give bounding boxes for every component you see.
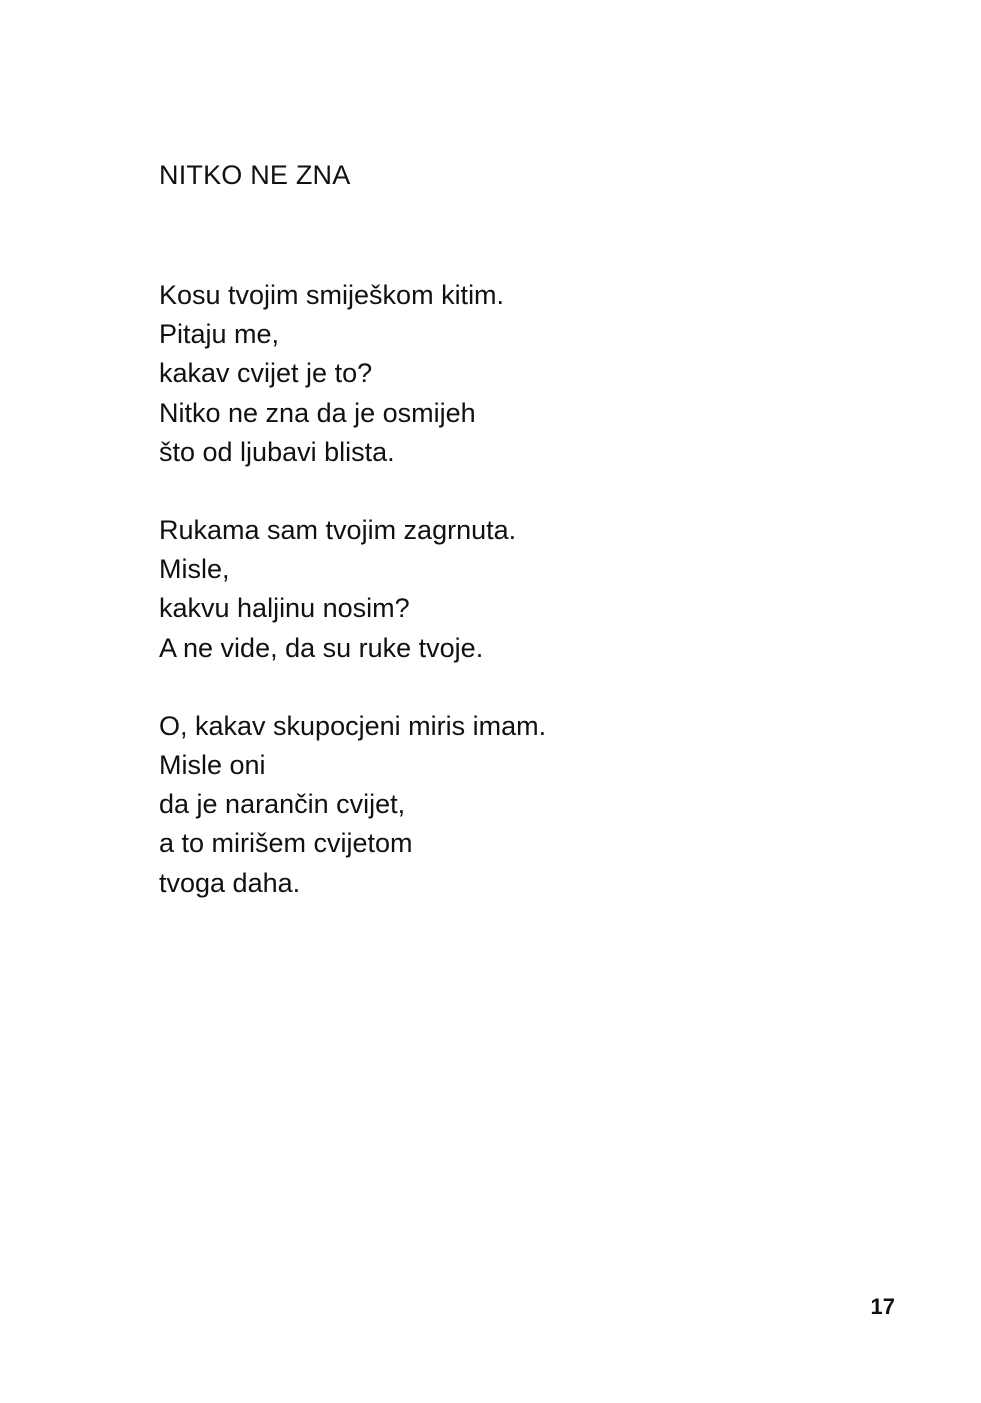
poem-line: kakav cvijet je to? (159, 358, 373, 389)
stanza-2 (159, 511, 859, 668)
poem-line: što od ljubavi blista. (159, 436, 395, 467)
poem-line: kakvu haljinu nosim? (159, 593, 410, 624)
poem-line: Nitko ne zna da je osmijeh (159, 397, 476, 428)
poem-line: Kosu tvojim smiješkom kitim. (159, 280, 505, 310)
poem-title: NITKO NE ZNA (159, 160, 351, 190)
page-number: 17 (870, 1294, 895, 1319)
poem-line: Misle oni (159, 750, 266, 781)
poem-line: O, kakav skupocjeni miris imam. (159, 710, 547, 741)
poem-line: da je narančin cvijet, (159, 789, 406, 820)
poem-line: tvoga daha. (159, 867, 301, 898)
poem-line: Pitaju me, (159, 319, 280, 350)
poem-line: Misle, (159, 554, 230, 585)
poem-line: Rukama sam tvojim zagrnuta. (159, 515, 517, 546)
stanza-3 (159, 707, 859, 903)
poem-line: A ne vide, da su ruke tvoje. (159, 632, 484, 663)
poem-body (159, 276, 859, 942)
stanza-1 (159, 276, 859, 472)
poem-line: a to mirišem cvijetom (159, 828, 413, 859)
